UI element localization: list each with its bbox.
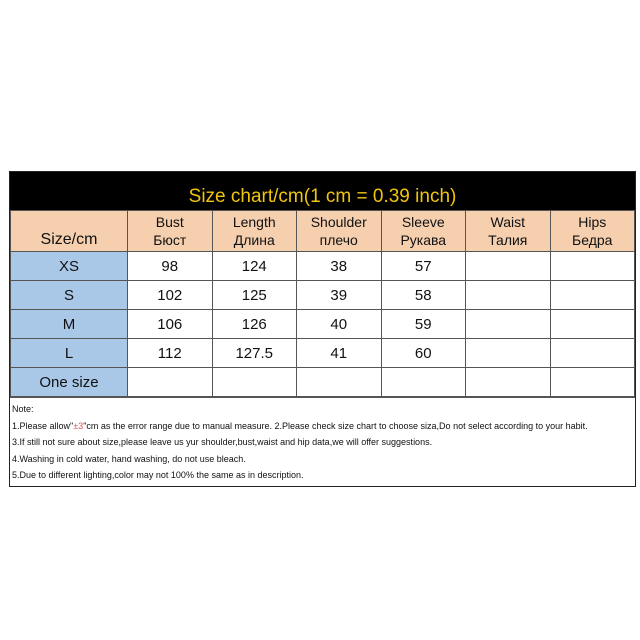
- column-header-bust: [128, 211, 213, 252]
- table-row: [11, 339, 635, 368]
- column-header-en: Hips: [578, 214, 607, 230]
- column-header-ru: Талия: [488, 232, 528, 248]
- table-cell: 40: [297, 310, 382, 339]
- column-header-en: Bust: [155, 214, 184, 230]
- table-cell: [550, 281, 635, 310]
- table-cell: 124: [212, 252, 297, 281]
- column-header-waist: [466, 211, 551, 252]
- table-cell: [466, 281, 551, 310]
- column-header-ru: Рукава: [400, 232, 447, 248]
- note-line-4: 4.Washing in cold water, hand washing, do not use bleach.: [12, 453, 246, 464]
- table-cell: 41: [297, 339, 382, 368]
- table-cell: 102: [128, 281, 213, 310]
- notes-section: [10, 397, 635, 486]
- note-text: 1.Please allow": [12, 420, 74, 431]
- table-cell: 60: [381, 339, 466, 368]
- table-row: [11, 252, 635, 281]
- table-row: [11, 310, 635, 339]
- size-cell: S: [11, 281, 128, 310]
- table-header-row: [11, 211, 635, 252]
- note-line-3: 3.If still not sure about size,please leave us yur shoulder,bust,waist and hip data,we will offer suggestions.: [12, 437, 433, 447]
- column-header-en: Shoulder: [310, 214, 367, 230]
- column-header-ru: Бедра: [572, 232, 613, 248]
- note-text: "cm as the error range due to manual measure. 2.Please check size chart to choose siza,Do not select according to your habit.: [83, 420, 588, 431]
- table-cell: [550, 252, 635, 281]
- column-header-ru: Длина: [233, 232, 275, 248]
- table-cell: 127.5: [212, 339, 297, 368]
- table-cell: 126: [212, 310, 297, 339]
- column-header-shoulder: [297, 211, 382, 252]
- notes-heading: Note:: [12, 404, 34, 414]
- table-cell: 57: [381, 252, 466, 281]
- table-cell: 38: [297, 252, 382, 281]
- note-line-1: [12, 418, 633, 435]
- table-cell: 106: [128, 310, 213, 339]
- column-header-ru: Бюст: [153, 232, 187, 248]
- table-cell: 59: [381, 310, 466, 339]
- table-cell: [297, 368, 382, 397]
- error-range-value: ±3: [73, 420, 84, 431]
- size-chart-title: Size chart/cm(1 cm = 0.39 inch): [10, 172, 635, 210]
- table-cell: [550, 310, 635, 339]
- note-line-5: 5.Due to different lighting,color may not 100% the same as in description.: [12, 470, 304, 480]
- table-cell: 39: [297, 281, 382, 310]
- size-table: [10, 210, 635, 397]
- size-cell: One size: [11, 368, 128, 397]
- size-cell: XS: [11, 252, 128, 281]
- size-cell: L: [11, 339, 128, 368]
- table-cell: [550, 368, 635, 397]
- table-cell: 98: [128, 252, 213, 281]
- table-cell: [550, 339, 635, 368]
- table-cell: [466, 252, 551, 281]
- size-column-header: Size/cm: [11, 211, 128, 252]
- table-cell: [212, 368, 297, 397]
- size-chart: [9, 171, 636, 487]
- table-cell: [466, 368, 551, 397]
- column-header-sleeve: [381, 211, 466, 252]
- table-cell: [466, 310, 551, 339]
- table-row: [11, 281, 635, 310]
- table-cell: [381, 368, 466, 397]
- size-cell: M: [11, 310, 128, 339]
- table-cell: 125: [212, 281, 297, 310]
- column-header-en: Length: [232, 214, 276, 230]
- column-header-length: [212, 211, 297, 252]
- column-header-hips: [550, 211, 635, 252]
- column-header-en: Sleeve: [401, 214, 445, 230]
- table-cell: 58: [381, 281, 466, 310]
- column-header-ru: плечо: [319, 232, 358, 248]
- column-header-en: Waist: [490, 214, 525, 230]
- table-row: [11, 368, 635, 397]
- table-cell: [128, 368, 213, 397]
- table-cell: 112: [128, 339, 213, 368]
- table-cell: [466, 339, 551, 368]
